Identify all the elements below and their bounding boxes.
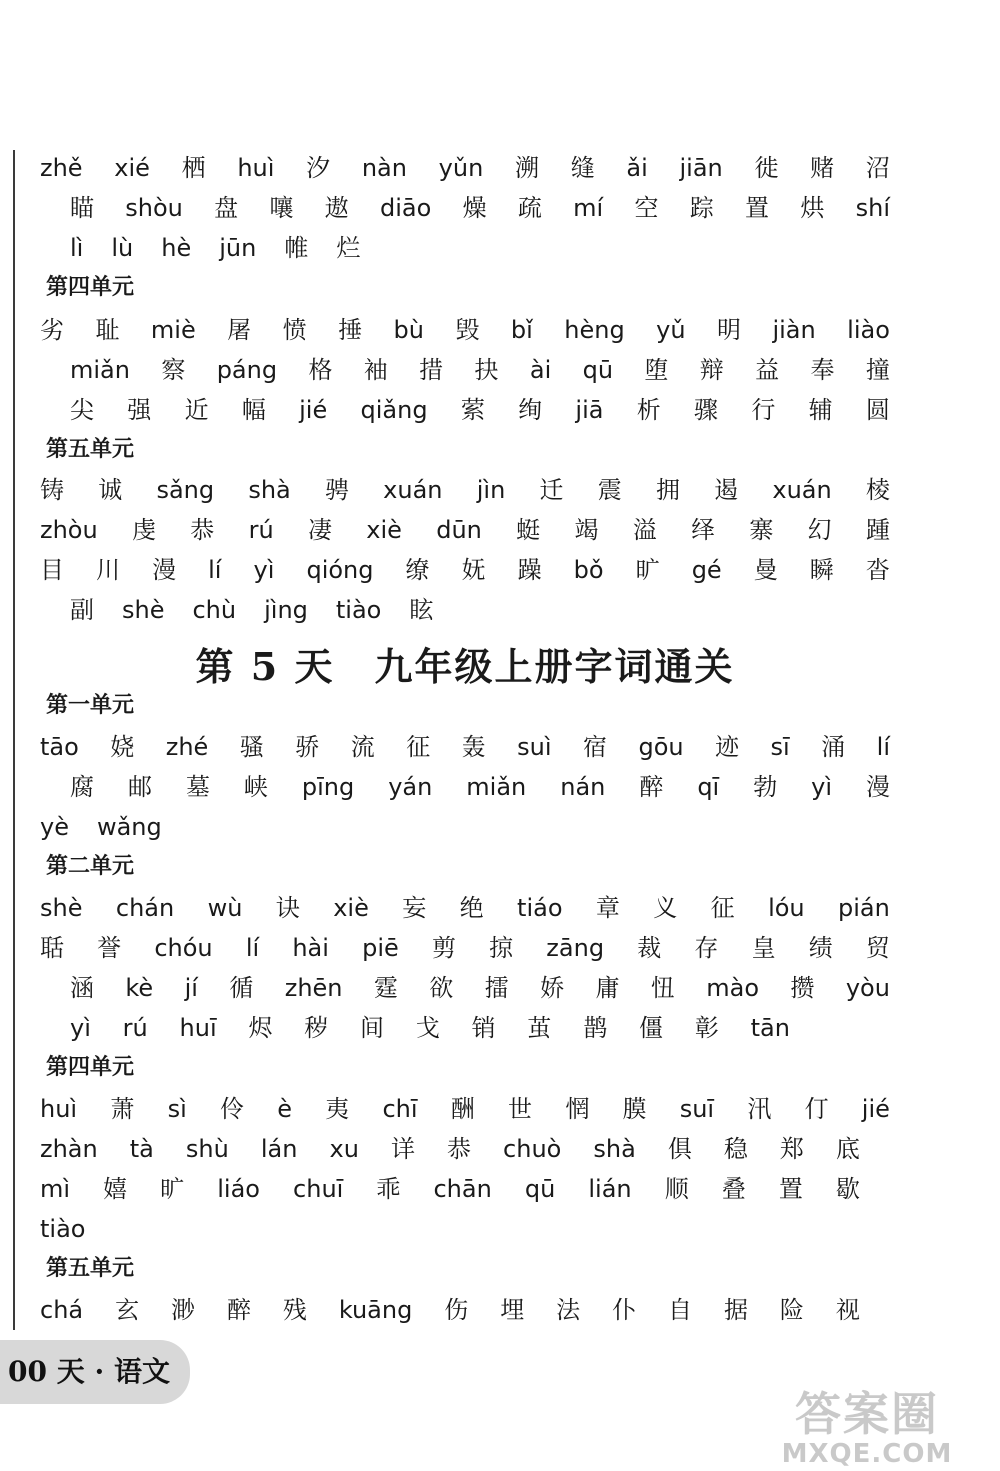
word-token: 俱 — [667, 1135, 692, 1163]
word-line — [40, 1169, 860, 1209]
word-token: 秽 — [304, 1014, 329, 1042]
word-token: 奉 — [810, 356, 835, 384]
word-token: 帷 — [284, 234, 309, 262]
word-token: 骄 — [295, 733, 320, 761]
word-token: páng — [216, 356, 278, 384]
word-token: 徙 — [754, 154, 779, 182]
word-token: 骤 — [694, 396, 719, 424]
word-token: 耻 — [95, 316, 120, 344]
word-token: liào — [847, 316, 890, 344]
word-line — [40, 888, 890, 928]
word-token: 瞄 — [70, 194, 94, 222]
word-token: 玄 — [115, 1296, 140, 1324]
word-token: chuò — [503, 1135, 562, 1163]
word-token: yì — [811, 773, 833, 801]
word-token: lì — [70, 234, 84, 262]
word-token: 绩 — [808, 934, 833, 962]
word-token: 汛 — [747, 1095, 772, 1123]
word-token: gé — [691, 556, 722, 584]
word-token: 聒 — [40, 934, 64, 962]
word-token: 旷 — [635, 556, 660, 584]
word-token: 据 — [723, 1296, 748, 1324]
word-token: 循 — [229, 974, 254, 1002]
word-token: jí — [184, 974, 198, 1002]
watermark-url: MXQE.COM — [781, 1439, 953, 1469]
word-token: hèng — [564, 316, 625, 344]
word-token: 稳 — [723, 1135, 748, 1163]
word-line — [70, 1008, 790, 1048]
watermark — [752, 1388, 982, 1468]
word-token: kuāng — [338, 1296, 413, 1324]
word-token: xiè — [333, 894, 369, 922]
word-token: 流 — [350, 733, 375, 761]
word-token: 嬉 — [103, 1175, 128, 1203]
word-token: yǔ — [656, 316, 686, 344]
word-token: 征 — [710, 894, 735, 922]
word-token: nán — [560, 773, 606, 801]
word-token: 撞 — [865, 356, 890, 384]
word-token: 踵 — [865, 516, 890, 544]
word-token: zhēn — [284, 974, 343, 1002]
word-token: 绝 — [459, 894, 484, 922]
word-token: 伶 — [219, 1095, 244, 1123]
word-token: 歇 — [835, 1175, 860, 1203]
word-token: yì — [70, 1014, 91, 1042]
word-line — [40, 148, 890, 188]
word-token: gōu — [638, 733, 684, 761]
word-token: 攒 — [790, 974, 815, 1002]
word-token: 郑 — [779, 1135, 804, 1163]
word-line — [40, 550, 890, 590]
word-token: 掠 — [489, 934, 514, 962]
word-token: 渺 — [171, 1296, 195, 1324]
word-token: 瞬 — [809, 556, 834, 584]
section-heading: 第一单元 — [46, 693, 135, 718]
word-token: 仃 — [804, 1095, 829, 1123]
word-token: 置 — [778, 1175, 803, 1203]
word-token: 间 — [360, 1014, 385, 1042]
word-line — [40, 1129, 860, 1169]
word-token: 忸 — [650, 974, 675, 1002]
word-token: chù — [192, 596, 237, 624]
word-token: 益 — [755, 356, 780, 384]
word-token: 残 — [282, 1296, 307, 1324]
word-token: 戈 — [415, 1014, 440, 1042]
word-token: 诚 — [98, 476, 123, 504]
word-token: pián — [838, 894, 890, 922]
word-token: jiàn — [772, 316, 816, 344]
word-token: 绚 — [518, 396, 543, 424]
word-token: 夷 — [325, 1095, 350, 1123]
section-heading: 第四单元 — [46, 1055, 135, 1080]
word-token: 娇 — [540, 974, 565, 1002]
word-token: 裁 — [637, 934, 662, 962]
word-token: 躁 — [517, 556, 542, 584]
word-token: sī — [770, 733, 790, 761]
word-token: 邮 — [127, 773, 152, 801]
word-token: miǎn — [466, 773, 527, 801]
word-token: chóu — [154, 934, 213, 962]
word-token: 辅 — [808, 396, 833, 424]
word-token: 副 — [70, 596, 94, 624]
word-line — [70, 350, 890, 390]
word-token: mì — [40, 1175, 71, 1203]
word-token: 视 — [835, 1296, 860, 1324]
word-token: wù — [207, 894, 243, 922]
word-token: 绎 — [691, 516, 716, 544]
word-token: huì — [237, 154, 275, 182]
word-token: 萧 — [110, 1095, 135, 1123]
word-token: 义 — [653, 894, 678, 922]
word-token: 销 — [471, 1014, 496, 1042]
word-token: qī — [697, 773, 720, 801]
word-token: 彰 — [694, 1014, 719, 1042]
word-line — [40, 727, 890, 767]
word-token: 诀 — [275, 894, 300, 922]
word-token: dūn — [436, 516, 482, 544]
word-token: 愤 — [282, 316, 307, 344]
word-token: shòu — [125, 194, 183, 222]
word-token: 僵 — [639, 1014, 664, 1042]
word-token: mí — [573, 194, 604, 222]
word-token: shè — [122, 596, 165, 624]
word-token: 置 — [745, 194, 770, 222]
word-token: tà — [129, 1135, 154, 1163]
word-token: ǎi — [626, 154, 648, 182]
word-line — [70, 188, 890, 228]
word-token: 缝 — [570, 154, 595, 182]
word-token: 伤 — [444, 1296, 469, 1324]
word-line — [70, 390, 890, 430]
word-token: 征 — [406, 733, 431, 761]
word-token: 皇 — [751, 934, 776, 962]
word-token: 迹 — [715, 733, 740, 761]
word-token: miè — [150, 316, 196, 344]
word-token: 嚷 — [269, 194, 294, 222]
word-token: 凄 — [307, 516, 332, 544]
word-token: 底 — [835, 1135, 860, 1163]
word-token: 川 — [96, 556, 121, 584]
word-token: 竭 — [574, 516, 599, 544]
word-token: diāo — [380, 194, 432, 222]
word-token: 轰 — [461, 733, 486, 761]
word-token: 赌 — [810, 154, 835, 182]
word-token: 漫 — [152, 556, 177, 584]
word-token: 勃 — [753, 773, 778, 801]
word-token: shù — [185, 1135, 229, 1163]
word-token: 曼 — [753, 556, 778, 584]
word-token: 旷 — [160, 1175, 185, 1203]
word-token: 腐 — [70, 773, 94, 801]
word-token: sì — [167, 1095, 187, 1123]
word-token: 醉 — [639, 773, 664, 801]
word-token: 措 — [419, 356, 444, 384]
page-title: 第 5 天 九年级上册字词通关 — [195, 644, 735, 689]
word-token: liáo — [217, 1175, 260, 1203]
word-token: jiān — [679, 154, 723, 182]
word-token: 贸 — [865, 934, 890, 962]
word-token: 埋 — [500, 1296, 525, 1324]
section-heading: 第五单元 — [46, 1256, 135, 1281]
word-token: rú — [248, 516, 274, 544]
word-line — [70, 228, 890, 268]
word-token: lù — [111, 234, 134, 262]
word-token: 幅 — [241, 396, 266, 424]
word-token: 近 — [184, 396, 209, 424]
word-token: 顺 — [664, 1175, 689, 1203]
word-token: 迁 — [539, 476, 564, 504]
word-token: tāo — [40, 733, 79, 761]
word-token: 辩 — [699, 356, 724, 384]
word-token: 宿 — [583, 733, 607, 761]
word-token: 震 — [597, 476, 622, 504]
word-token: lí — [245, 934, 260, 962]
word-token: qióng — [306, 556, 374, 584]
word-token: 圆 — [865, 396, 890, 424]
word-token: 溯 — [515, 154, 539, 182]
word-token: 章 — [595, 894, 620, 922]
word-token: 漫 — [866, 773, 890, 801]
word-token: suì — [517, 733, 552, 761]
word-token: xuán — [383, 476, 443, 504]
word-token: xuán — [772, 476, 832, 504]
word-token: zhé — [165, 733, 209, 761]
word-token: 察 — [161, 356, 186, 384]
word-token: yì — [253, 556, 275, 584]
word-token: miǎn — [70, 356, 130, 384]
word-token: lí — [208, 556, 222, 584]
word-token: qiǎng — [360, 396, 428, 424]
word-line — [40, 510, 890, 550]
word-token: bù — [393, 316, 424, 344]
word-token: 燥 — [462, 194, 487, 222]
word-token: chuī — [293, 1175, 344, 1203]
word-token: 沼 — [865, 154, 890, 182]
word-token: 缭 — [405, 556, 430, 584]
word-line — [40, 310, 890, 350]
word-token: zhě — [40, 154, 83, 182]
word-token: 萦 — [460, 396, 485, 424]
word-token: zhàn — [40, 1135, 98, 1163]
word-token: sǎng — [156, 476, 215, 504]
word-token: yè — [40, 813, 69, 841]
word-token: shè — [40, 894, 83, 922]
word-token: 疏 — [517, 194, 542, 222]
word-token: 堕 — [644, 356, 669, 384]
word-token: 虔 — [132, 516, 156, 544]
word-token: 寨 — [749, 516, 774, 544]
word-token: 详 — [390, 1135, 415, 1163]
word-token: 险 — [779, 1296, 804, 1324]
word-token: 烂 — [336, 234, 361, 262]
section-heading: 第四单元 — [46, 275, 135, 300]
word-line — [40, 1290, 860, 1330]
word-token: hè — [161, 234, 192, 262]
word-token: 毁 — [455, 316, 480, 344]
word-token: zāng — [546, 934, 605, 962]
word-token: 剪 — [431, 934, 456, 962]
word-token: xié — [114, 154, 150, 182]
word-token: 骋 — [324, 476, 349, 504]
word-token: 世 — [507, 1095, 532, 1123]
left-margin-rule — [13, 150, 15, 1330]
word-token: jiā — [575, 396, 604, 424]
section-heading: 第二单元 — [46, 854, 135, 879]
word-token: 惘 — [565, 1095, 590, 1123]
word-token: qū — [524, 1175, 556, 1203]
word-line — [40, 470, 890, 510]
word-token: nàn — [361, 154, 407, 182]
word-token: yòu — [845, 974, 890, 1002]
word-token: 拥 — [655, 476, 680, 504]
word-token: è — [277, 1095, 292, 1123]
word-token: bǐ — [510, 316, 533, 344]
word-token: kè — [125, 974, 154, 1002]
word-token: 溢 — [632, 516, 657, 544]
word-token: lí — [876, 733, 890, 761]
watermark-logo: 答案圈 — [795, 1387, 939, 1441]
word-token: suī — [679, 1095, 715, 1123]
word-token: ài — [529, 356, 552, 384]
word-token: 涌 — [821, 733, 846, 761]
word-token: 袖 — [363, 356, 388, 384]
word-line — [70, 590, 890, 630]
word-token: 法 — [556, 1296, 581, 1324]
word-token: 遨 — [324, 194, 349, 222]
word-token: 踪 — [689, 194, 714, 222]
word-line — [40, 928, 890, 968]
word-token: shà — [593, 1135, 636, 1163]
word-token: piē — [362, 934, 399, 962]
word-token: 自 — [668, 1296, 693, 1324]
word-line — [70, 767, 890, 807]
word-token: 叠 — [721, 1175, 746, 1203]
word-token: 恭 — [447, 1135, 471, 1163]
word-token: jìn — [476, 476, 506, 504]
word-token: chī — [382, 1095, 418, 1123]
word-token: 目 — [40, 556, 64, 584]
word-line — [70, 968, 890, 1008]
word-token: qū — [582, 356, 614, 384]
word-token: 盘 — [214, 194, 239, 222]
word-token: 醉 — [226, 1296, 251, 1324]
word-token: zhòu — [40, 516, 98, 544]
word-token: jié — [299, 396, 328, 424]
word-token: jié — [861, 1095, 890, 1123]
word-token: jūn — [219, 234, 257, 262]
word-token: 恭 — [190, 516, 215, 544]
word-token: 强 — [127, 396, 152, 424]
word-token: 骚 — [239, 733, 264, 761]
word-token: lián — [588, 1175, 632, 1203]
word-token: 誉 — [97, 934, 122, 962]
word-token: tiào — [335, 596, 382, 624]
word-token: 妄 — [402, 894, 427, 922]
word-token: 遏 — [714, 476, 739, 504]
word-token: yán — [388, 773, 433, 801]
word-token: 棱 — [865, 476, 890, 504]
word-token: huì — [40, 1095, 78, 1123]
word-token: 蜓 — [516, 516, 541, 544]
word-token: 空 — [634, 194, 659, 222]
word-token: rú — [122, 1014, 148, 1042]
word-token: 沓 — [865, 556, 890, 584]
footer-page-tab: 00 天 · 语文 — [0, 1340, 190, 1404]
word-token: 抉 — [474, 356, 499, 384]
word-token: 栖 — [181, 154, 206, 182]
word-token: mào — [706, 974, 760, 1002]
word-token: hài — [292, 934, 329, 962]
word-token: 庸 — [595, 974, 620, 1002]
word-token: chán — [115, 894, 175, 922]
word-token: 膜 — [622, 1095, 647, 1123]
word-token: tiào — [40, 1215, 86, 1243]
word-token: tiáo — [517, 894, 563, 922]
word-token: lóu — [768, 894, 805, 922]
word-token: 擂 — [484, 974, 509, 1002]
word-token: 铸 — [40, 476, 64, 504]
word-token: lán — [260, 1135, 298, 1163]
word-token: xu — [329, 1135, 359, 1163]
word-token: chān — [433, 1175, 492, 1203]
word-token: tān — [750, 1014, 790, 1042]
word-token: 格 — [308, 356, 333, 384]
word-token: 妩 — [461, 556, 486, 584]
word-token: 乖 — [376, 1175, 401, 1203]
word-token: 尖 — [70, 396, 94, 424]
word-token: 峡 — [243, 773, 268, 801]
word-token: 屠 — [227, 316, 252, 344]
word-token: 幻 — [807, 516, 832, 544]
word-token: yǔn — [438, 154, 484, 182]
word-line — [40, 1209, 890, 1249]
word-token: 茧 — [527, 1014, 552, 1042]
word-line — [40, 1089, 890, 1129]
word-token: 存 — [694, 934, 719, 962]
word-token: xiè — [366, 516, 402, 544]
word-token: 行 — [751, 396, 776, 424]
word-token: chá — [40, 1296, 84, 1324]
word-token: pīng — [301, 773, 355, 801]
word-token: 烘 — [800, 194, 825, 222]
word-token: 欲 — [429, 974, 454, 1002]
word-token: 眩 — [409, 596, 434, 624]
word-token: 仆 — [612, 1296, 637, 1324]
word-token: 捶 — [338, 316, 363, 344]
word-token: 烬 — [248, 1014, 273, 1042]
word-token: 墓 — [185, 773, 210, 801]
word-token: bǒ — [573, 556, 604, 584]
word-token: huī — [179, 1014, 217, 1042]
word-token: 鹊 — [583, 1014, 608, 1042]
word-token: 霆 — [373, 974, 398, 1002]
word-token: jìng — [264, 596, 308, 624]
word-token: 涵 — [70, 974, 94, 1002]
word-token: 明 — [717, 316, 741, 344]
word-token: 析 — [636, 396, 661, 424]
section-heading: 第五单元 — [46, 437, 135, 462]
word-token: shí — [855, 194, 890, 222]
word-token: 娆 — [110, 733, 135, 761]
word-line — [40, 807, 890, 847]
word-token: shà — [248, 476, 291, 504]
word-token: wǎng — [96, 813, 162, 841]
word-token: 酬 — [450, 1095, 475, 1123]
word-token: 劣 — [40, 316, 64, 344]
word-token: 汐 — [306, 154, 331, 182]
